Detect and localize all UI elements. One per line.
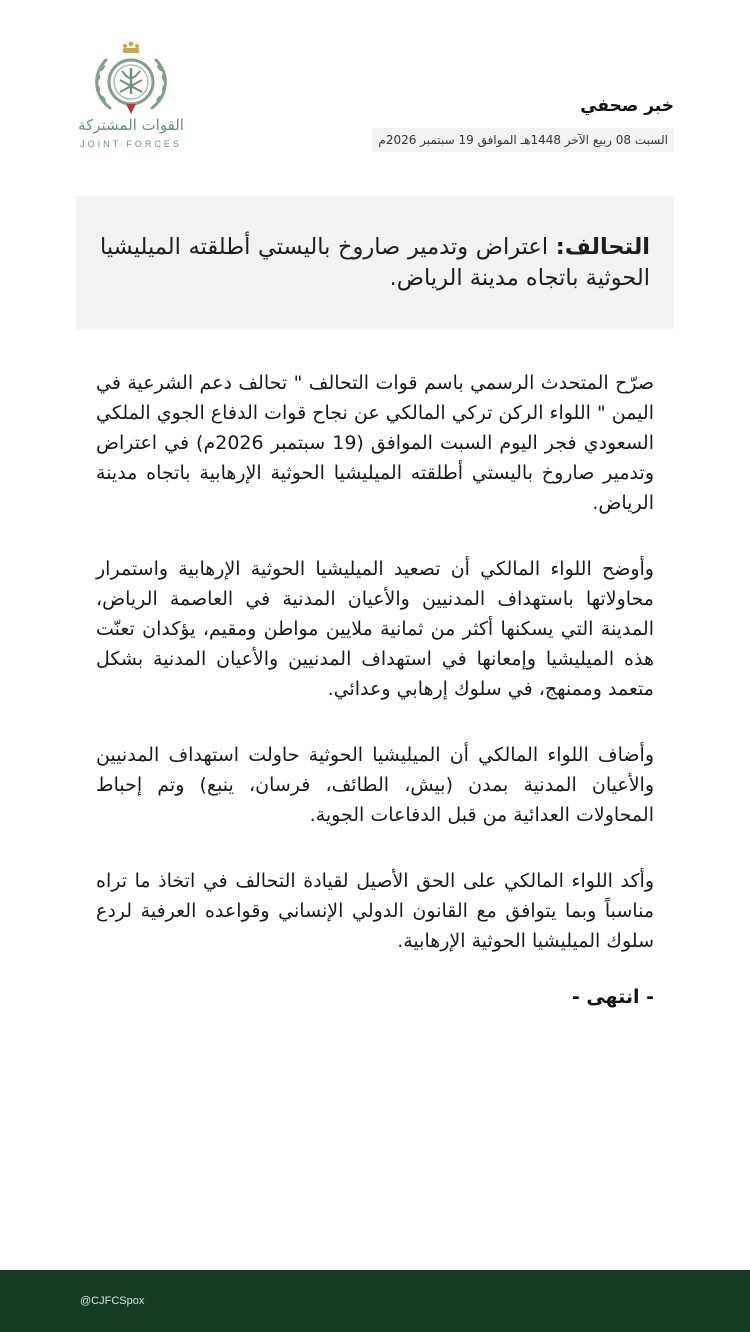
- headline-box: [76, 196, 674, 329]
- date-line: السبت 08 ربيع الآخر 1448هـ الموافق 19 سبتمبر 2026م: [372, 128, 674, 152]
- twitter-handle[interactable]: @CJFCSpox: [80, 1295, 145, 1307]
- emblem-icon: [66, 38, 196, 118]
- paragraph: صرّح المتحدث الرسمي باسم قوات التحالف " تحالف دعم الشرعية في اليمن " اللواء الركن تركي المالكي عن نجاح قوات الدفاع الجوي الملكي السعودي فجر اليوم السبت الموافق (19 سبتمبر 2026م) في اعتراض وتدمير صاروخ باليستي أطلقته الميليشيا الحوثية الإرهابية باتجاه مدينة الرياض.: [96, 372, 654, 514]
- paragraph: وأوضح اللواء المالكي أن تصعيد الميليشيا الحوثية الإرهابية واستمرار محاولاتها باستهداف المدنيين والأعيان المدنية في العاصمة الرياض، المدينة التي يسكنها أكثر من ثمانية ملايين مواطن ومقيم، يؤكدان تعنّت هذه الميليشيا وإمعانها في استهداف المدنيين والأعيان المدنية بشكل متعمد وممنهج، في سلوك إرهابي وعدائي.: [96, 558, 654, 700]
- headline: [100, 232, 650, 294]
- paragraph: وأكد اللواء المالكي على الحق الأصيل لقيادة التحالف في اتخاذ ما تراه مناسباً وبما يتوافق مع القانون الدولي الإنساني وقواعده العرفية لردع سلوك الميليشيا الحوثية الإرهابية.: [96, 870, 654, 952]
- press-release-label: خبر صحفي: [580, 96, 674, 116]
- end-mark: - انتهى -: [571, 986, 654, 1008]
- footer-bar: [0, 1270, 750, 1332]
- logo-english-text: JOINT FORCES: [80, 139, 182, 149]
- paragraph: وأضاف اللواء المالكي أن الميليشيا الحوثية حاولت استهداف المدنيين والأعيان المدنية بمدن (بيش، الطائف، فرسان، ينبع) وتم إحباط المحاولات العدائية من قبل الدفاعات الجوية.: [96, 744, 654, 826]
- joint-forces-logo: [66, 38, 196, 158]
- logo-arabic-text: القوات المشتركة: [78, 116, 184, 134]
- headline-lead: التحالف:: [555, 234, 650, 260]
- article-body: [96, 368, 654, 1008]
- headline-text: اعتراض وتدمير صاروخ باليستي أطلقته الميليشيا الحوثية باتجاه مدينة الرياض.: [100, 234, 650, 291]
